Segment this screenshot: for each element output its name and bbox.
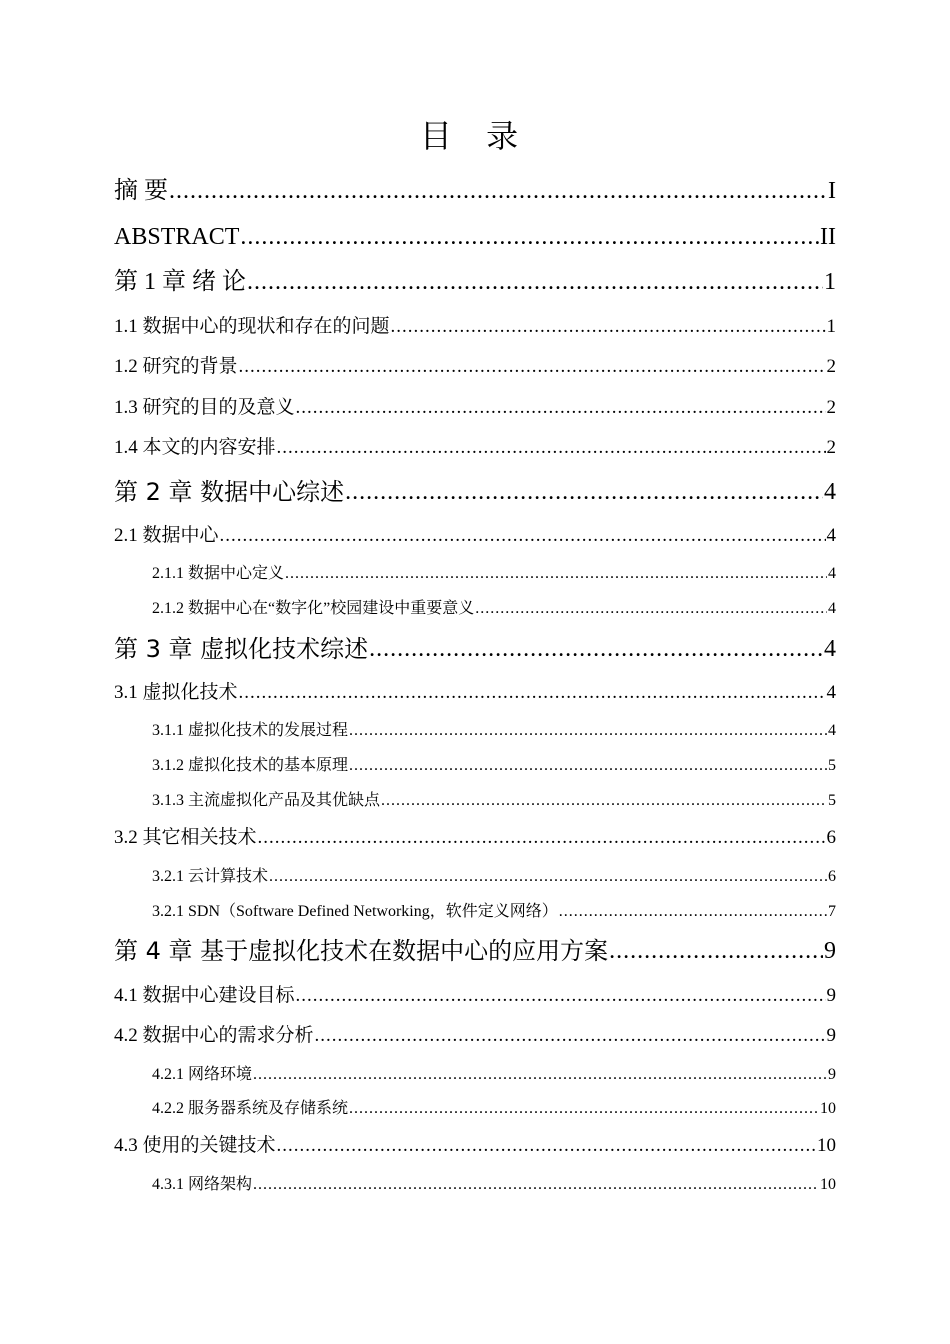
toc-entry-label: 2.1 数据中心	[114, 525, 219, 546]
toc-entry-label: 第 4 章 基于虚拟化技术在数据中心的应用方案	[114, 937, 609, 965]
toc-entry-label: 2.1.1 数据中心定义	[152, 565, 285, 582]
toc-leader-dots	[247, 265, 823, 299]
toc-entry[interactable]	[152, 562, 836, 586]
toc-entry-page: 2	[826, 397, 836, 418]
toc-entry-label: 1.2 研究的背景	[114, 356, 238, 377]
toc-entry[interactable]	[114, 220, 836, 254]
toc-entry-page: 5	[828, 792, 836, 809]
toc-entry-page: 4	[824, 636, 836, 662]
toc-entry-page: 4	[828, 600, 836, 617]
toc-entry-label: 4.3.1 网络架构	[152, 1176, 253, 1193]
toc-leader-dots	[253, 1173, 819, 1197]
toc-leader-dots	[349, 1097, 819, 1121]
toc-entry[interactable]	[114, 934, 836, 968]
toc-entry-label: 3.2.1 云计算技术	[152, 868, 269, 885]
toc-leader-dots	[239, 353, 826, 381]
toc-entry-page: 4	[826, 682, 836, 703]
toc-entry-page: II	[820, 224, 836, 250]
toc-entry[interactable]	[152, 754, 836, 778]
toc-entry-page: 4	[828, 722, 836, 739]
toc-entry[interactable]	[114, 174, 836, 208]
toc-entry-label: 4.3 使用的关键技术	[114, 1135, 276, 1156]
toc-entry-page: 4	[828, 565, 836, 582]
toc-entry-page: 1	[826, 316, 836, 337]
toc-leader-dots	[277, 434, 826, 462]
toc-entry[interactable]	[114, 632, 836, 666]
toc-leader-dots	[349, 719, 827, 743]
toc-entry-page: 9	[826, 1025, 836, 1046]
toc-entry[interactable]	[114, 679, 836, 707]
toc-leader-dots	[258, 824, 826, 852]
toc-entry-page: 4	[824, 479, 836, 505]
toc-entry-page: 9	[824, 938, 836, 964]
toc-entry-label: 4.2.1 网络环境	[152, 1066, 253, 1083]
toc-entry-label: 1.1 数据中心的现状和存在的问题	[114, 316, 390, 337]
toc-leader-dots	[345, 475, 823, 509]
toc-entry-label: 第 2 章 数据中心综述	[114, 478, 345, 506]
toc-entry-page: 10	[820, 1176, 836, 1193]
toc-entry-label: 1.3 研究的目的及意义	[114, 397, 295, 418]
toc-entry-label: 3.1 虚拟化技术	[114, 682, 238, 703]
toc-entry-page: 6	[828, 868, 836, 885]
toc-entry[interactable]	[152, 719, 836, 743]
toc-leader-dots	[296, 394, 826, 422]
toc-leader-dots	[296, 982, 826, 1010]
toc-entry[interactable]	[152, 865, 836, 889]
toc-entry-page: 6	[826, 827, 836, 848]
toc-leader-dots	[239, 679, 826, 707]
toc-leader-dots	[381, 789, 827, 813]
toc-leader-dots	[369, 632, 823, 666]
toc-leader-dots	[609, 934, 823, 968]
toc-leader-dots	[169, 174, 827, 208]
toc-entry-label: 4.2.2 服务器系统及存储系统	[152, 1100, 349, 1117]
toc-entry[interactable]	[152, 1173, 836, 1197]
toc-title: 目 录	[419, 117, 531, 155]
toc-entry-label: 1.4 本文的内容安排	[114, 437, 276, 458]
toc-entry-label: 3.2 其它相关技术	[114, 827, 257, 848]
toc-leader-dots	[315, 1022, 826, 1050]
toc-entry-page: 10	[817, 1135, 836, 1156]
toc-entry[interactable]	[152, 789, 836, 813]
toc-entry[interactable]	[114, 265, 836, 299]
toc-entry-page: I	[828, 178, 836, 204]
toc-leader-dots	[349, 754, 827, 778]
toc-entry-page: 2	[826, 437, 836, 458]
toc-entry[interactable]	[152, 1063, 836, 1087]
toc-entry-page: 5	[828, 757, 836, 774]
toc-entry-page: 9	[826, 985, 836, 1006]
toc-entry-page: 2	[826, 356, 836, 377]
toc-entry[interactable]	[114, 824, 836, 852]
toc-entry[interactable]	[152, 900, 836, 924]
toc-entry-label: 3.1.2 虚拟化技术的基本原理	[152, 757, 349, 774]
toc-entry[interactable]	[114, 313, 836, 341]
toc-entry-page: 9	[828, 1066, 836, 1083]
toc-entry-label: 3.2.1 SDN（Software Defined Networking，软件定义网络）	[152, 903, 558, 920]
toc-entry[interactable]	[114, 353, 836, 381]
toc-entry-label: 摘 要	[114, 178, 168, 204]
toc-leader-dots	[277, 1132, 816, 1160]
toc-entry-label: ABSTRACT	[114, 224, 240, 250]
toc-entry-page: 4	[826, 525, 836, 546]
toc-entry-label: 第 3 章 虚拟化技术综述	[114, 635, 369, 663]
toc-entry-label: 4.2 数据中心的需求分析	[114, 1025, 314, 1046]
toc-leader-dots	[253, 1063, 827, 1087]
toc-entry[interactable]	[114, 1132, 836, 1160]
toc-leader-dots	[475, 597, 827, 621]
toc-leader-dots	[220, 522, 826, 550]
toc-entry-label: 2.1.2 数据中心在“数字化”校园建设中重要意义	[152, 600, 475, 617]
toc-entry[interactable]	[114, 982, 836, 1010]
toc-leader-dots	[285, 562, 827, 586]
toc-entry-label: 第 1 章 绪 论	[114, 269, 246, 295]
toc-entry-label: 3.1.1 虚拟化技术的发展过程	[152, 722, 349, 739]
toc-entry-page: 1	[824, 269, 836, 295]
toc-entry-label: 4.1 数据中心建设目标	[114, 985, 295, 1006]
toc-leader-dots	[240, 220, 819, 254]
toc-entry[interactable]	[152, 1097, 836, 1121]
toc-entry-page: 7	[828, 903, 836, 920]
toc-entry[interactable]	[114, 475, 836, 509]
toc-entry[interactable]	[114, 394, 836, 422]
toc-entry[interactable]	[152, 597, 836, 621]
toc-entry-label: 3.1.3 主流虚拟化产品及其优缺点	[152, 792, 381, 809]
toc-entry[interactable]	[114, 522, 836, 550]
toc-leader-dots	[559, 900, 827, 924]
toc-entry[interactable]	[114, 1022, 836, 1050]
toc-leader-dots	[269, 865, 827, 889]
toc-entry[interactable]	[114, 434, 836, 462]
toc-entry-page: 10	[820, 1100, 836, 1117]
toc-leader-dots	[391, 313, 826, 341]
